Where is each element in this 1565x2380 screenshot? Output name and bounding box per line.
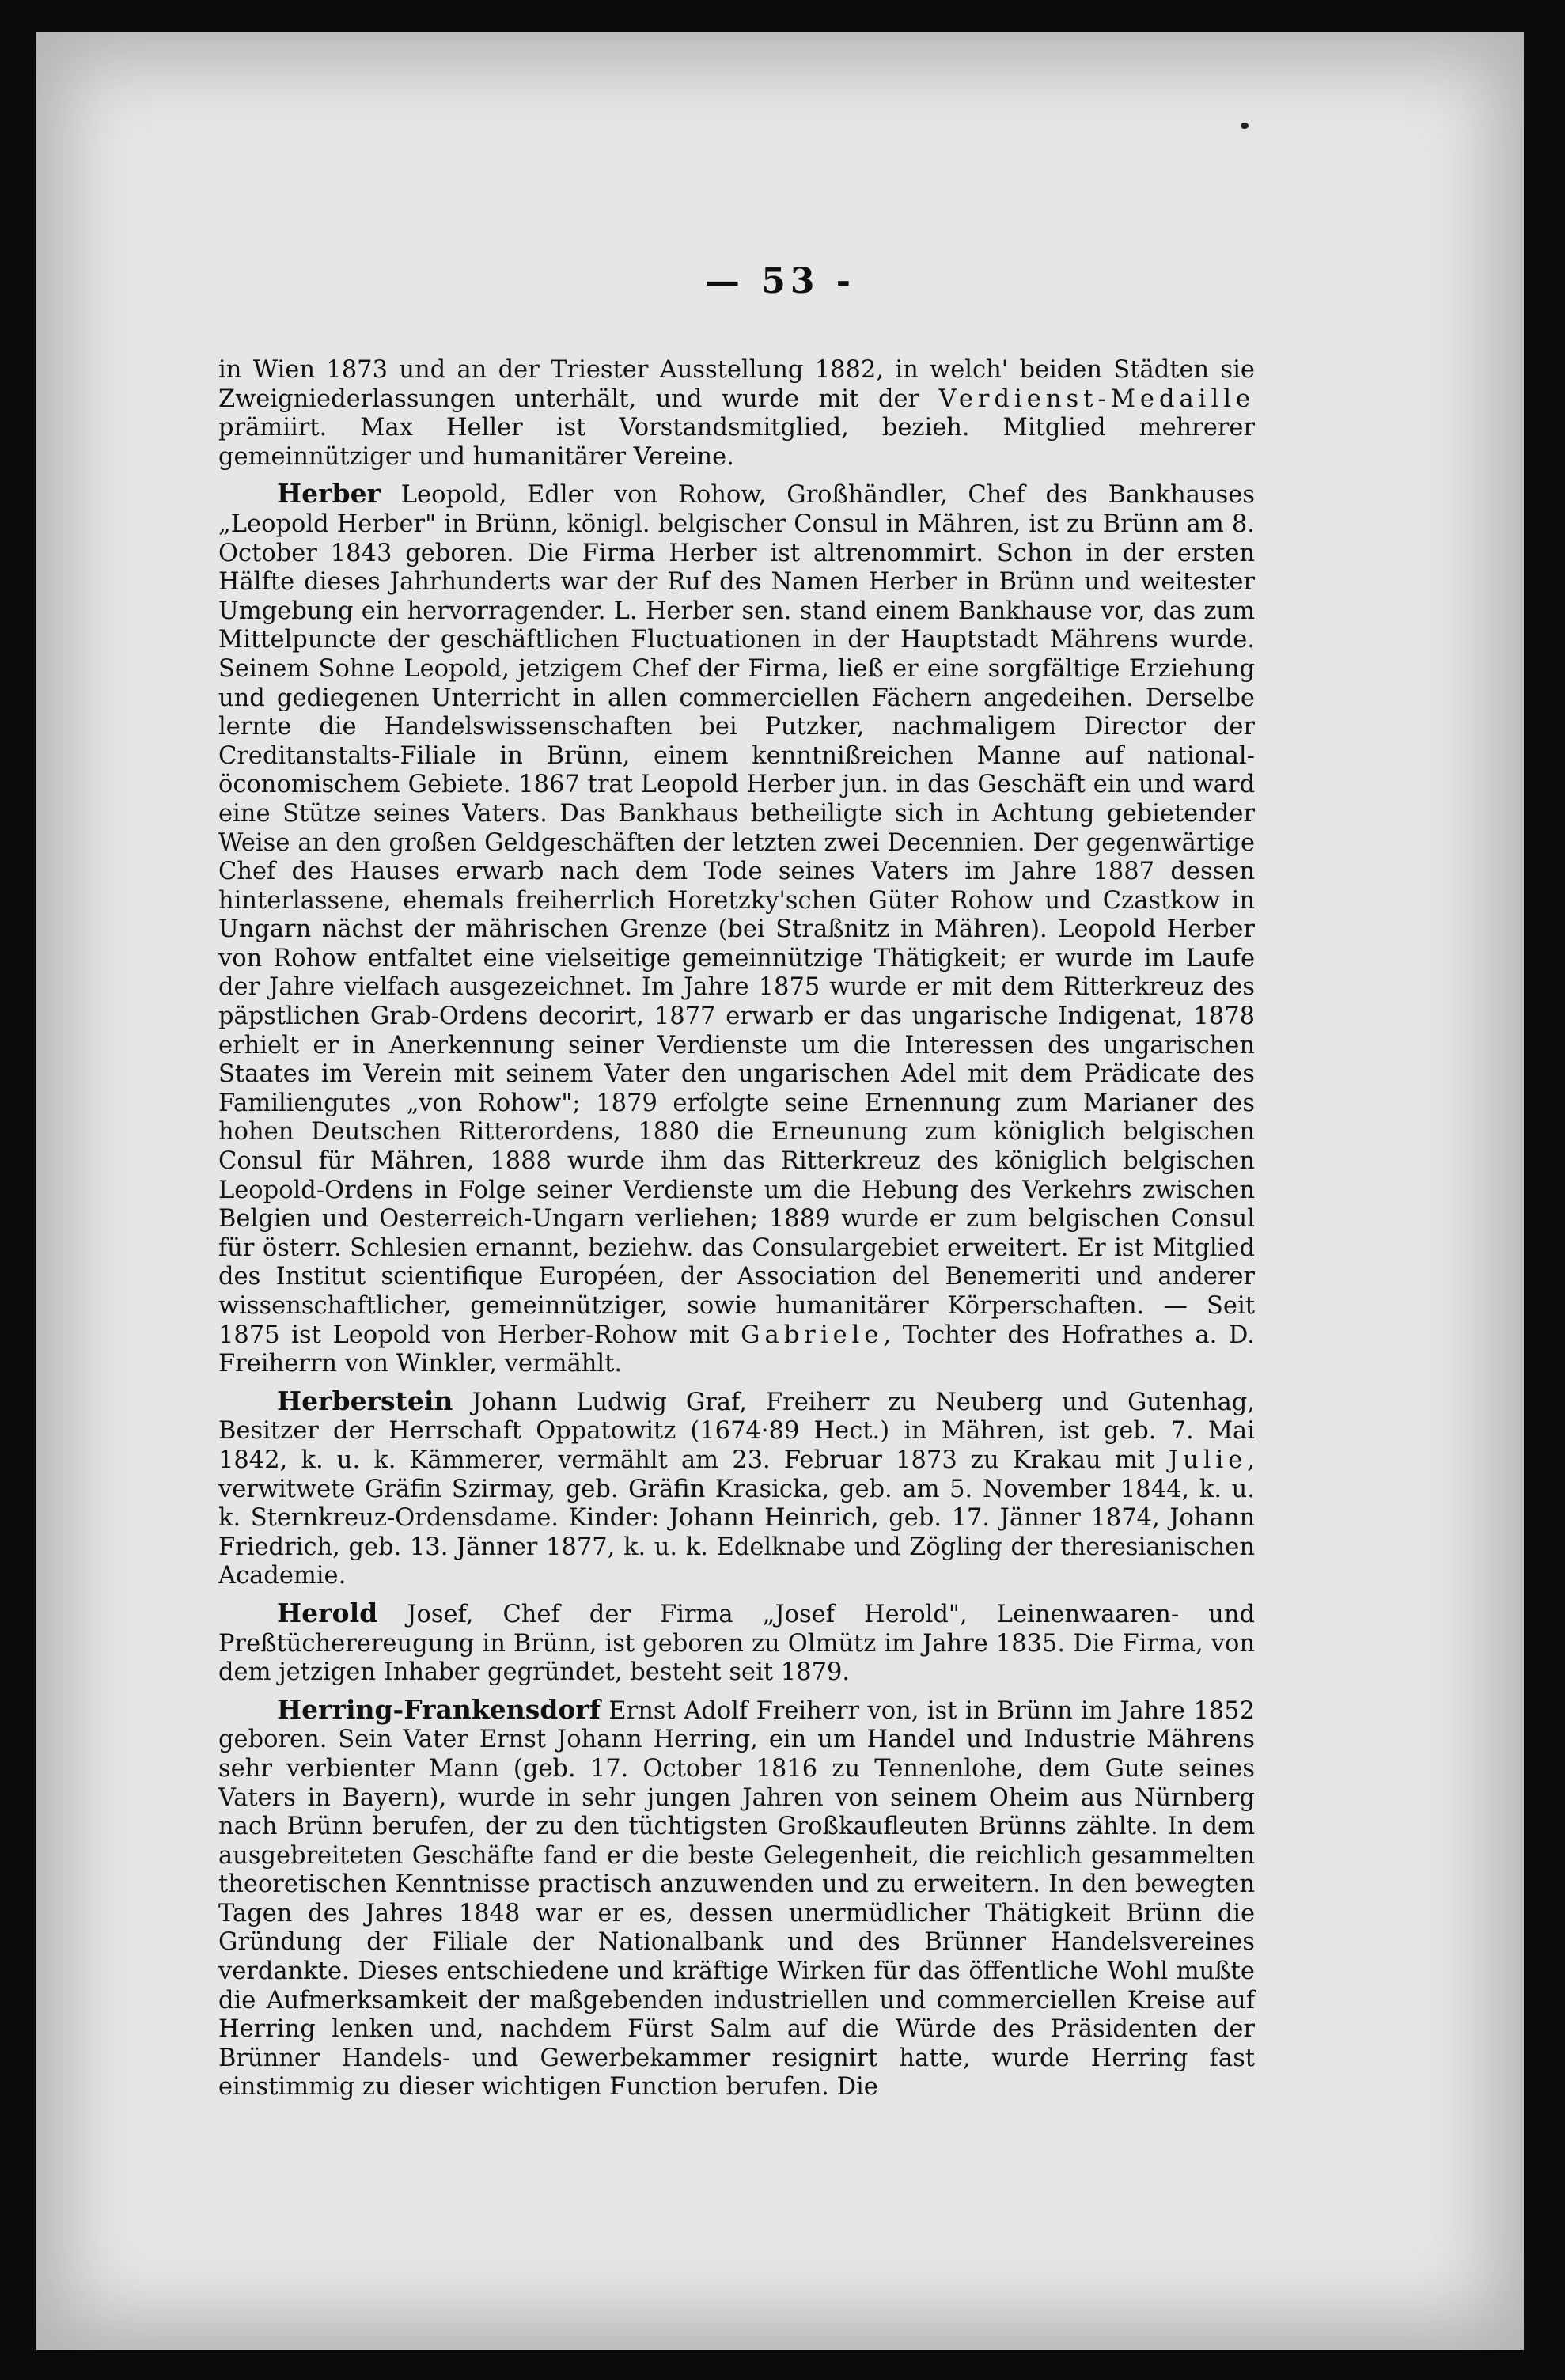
intro-text-continued: prämiirt. Max Heller ist Vorstandsmitglied, bezieh. Mitglied mehrerer gemeinnütziger und humanitärer Vereine. (218, 414, 1255, 471)
entry-spaced-name: Gabriele (741, 1321, 884, 1349)
intro-paragraph (218, 356, 1255, 472)
entry-herring-frankensdorf (218, 1693, 1255, 2102)
intro-spaced-text: Verdienst-Medaille (938, 385, 1255, 413)
entry-body-continued: , Tochter des Hofrathes a. D. Freiherrn von Winkler, vermählt. (218, 1321, 1255, 1378)
ink-spot (1241, 123, 1249, 129)
entry-heading: Herberstein (277, 1385, 453, 1416)
entry-herold (218, 1599, 1255, 1688)
entry-body: Ernst Adolf Freiherr von, ist in Brünn im Jahre 1852 geboren. Sein Vater Ernst Johann Herring, ein um Handel und Industrie Mährens sehr verbienter Mann (geb. 17. October 1816 zu Tennenlohe, dem Gute seines Vaters in Bayern), wurde in sehr jungen Jahren von seinem Oheim aus Nürnberg nach Brünn berufen, der zu den tüchtigsten Großkaufleuten Brünns zählte. In dem ausgebreiteten Geschäfte fand er die beste Gelegenheit, die reichlich gesammelten theoretischen Kenntnisse practisch anzuwenden und zu erweitern. In den bewegten Tagen des Jahres 1848 war er es, dessen unermüdlicher Thätigkeit Brünn die Gründung der Filiale der Nationalbank und des Brünner Handelsvereines verdankte. Dieses entschiedene und kräftige Wirken für das öffentliche Wohl mußte die Aufmerksamkeit der maßgebenden industriellen und commerciellen Kreise auf Herring lenken und, nachdem Fürst Salm auf die Würde des Präsidenten der Brünner Handels- und Gewerbekammer resignirt hatte, wurde Herring fast einstimmig zu dieser wichtigen Function berufen. Die (218, 1696, 1255, 2101)
entry-heading: Herring-Frankensdorf (277, 1693, 601, 1725)
entry-herberstein (218, 1387, 1255, 1591)
entry-heading: Herold (277, 1597, 378, 1628)
entry-body-continued: , verwitwete Gräfin Szirmay, geb. Gräfin Krasicka, geb. am 5. November 1844, k. u. k. Sternkreuz-Ordensdame. Kinder: Johann Heinrich, geb. 17. Jänner 1874, Johann Friedrich, geb. 13. Jänner 1877, k. u. k. Edelknabe und Zögling der theresianischen Academie. (218, 1446, 1255, 1590)
entry-herber (218, 479, 1255, 1378)
entry-body: Josef, Chef der Firma „Josef Herold", Leinenwaaren- und Preßtücherereugung in Brünn, ist geboren zu Olmütz im Jahre 1835. Die Firma, von dem jetzigen Inhaber gegründet, besteht seit 1879. (218, 1600, 1255, 1687)
page-body (218, 356, 1255, 2110)
entry-body: Johann Ludwig Graf, Freiherr zu Neuberg und Gutenhag, Besitzer der Herrschaft Oppatowitz (1674·89 Hect.) in Mähren, ist geb. 7. Mai 1842, k. u. k. Kämmerer, vermählt am 23. Februar 1873 zu Krakau mit (218, 1388, 1255, 1474)
book-page (36, 32, 1524, 2350)
page-number: — 53 - (704, 261, 856, 301)
entry-body: Leopold, Edler von Rohow, Großhändler, Chef des Bankhauses „Leopold Herber" in Brünn, königl. belgischer Consul in Mähren, ist zu Brünn am 8. October 1843 geboren. Die Firma Herber ist altrenommirt. Schon in der ersten Hälfte dieses Jahrhunderts war der Ruf des Namen Herber in Brünn und weitester Umgebung ein hervorragender. L. Herber sen. stand einem Bankhause vor, das zum Mittelpuncte der geschäftlichen Fluctuationen in der Hauptstadt Mährens wurde. Seinem Sohne Leopold, jetzigem Chef der Firma, ließ er eine sorgfältige Erziehung und gediegenen Unterricht in allen commerciellen Fächern angedeihen. Derselbe lernte die Handelswissenschaften bei Putzker, nachmaligem Director der Creditanstalts-Filiale in Brünn, einem kenntnißreichen Manne auf national-öconomischem Gebiete. 1867 trat Leopold Herber jun. in das Geschäft ein und ward eine Stütze seines Vaters. Das Bankhaus betheiligte sich in Achtung gebietender Weise an den großen Geldgeschäften der letzten zwei Decennien. Der gegenwärtige Chef des Hauses erwarb nach dem Tode seines Vaters im Jahre 1887 dessen hinterlassene, ehemals freiherrlich Horetzky'schen Güter Rohow und Czastkow in Ungarn nächst der mährischen Grenze (bei Straßnitz in Mähren). Leopold Herber von Rohow entfaltet eine vielseitige gemeinnützige Thätigkeit; er wurde im Laufe der Jahre vielfach ausgezeichnet. Im Jahre 1875 wurde er mit dem Ritterkreuz des päpstlichen Grab-Ordens decorirt, 1877 erwarb er das ungarische Indigenat, 1878 erhielt er in Anerkennung seiner Verdienste um die Interessen des ungarischen Staates im Verein mit seinem Vater den ungarischen Adel mit dem Prädicate des Familiengutes „von Rohow"; 1879 erfolgte seine Ernennung zum Marianer des hohen Deutschen Ritterordens, 1880 die Erneunung zum königlich belgischen Consul für Mähren, 1888 wurde ihm das Ritterkreuz des königlich belgischen Leopold-Ordens in Folge seiner Verdienste um die Hebung des Verkehrs zwischen Belgien und Oesterreich-Ungarn verliehen; 1889 wurde er zum belgischen Consul für österr. Schlesien ernannt, beziehw. das Consulargebiet erweitert. Er ist Mitglied des Institut scientifique Européen, der Association del Benemeriti und anderer wissenschaftlicher, gemeinnütziger, sowie humanitärer Körperschaften. — Seit 1875 ist Leopold von Herber-Rohow mit (218, 481, 1255, 1349)
intro-text: in Wien 1873 und an der Triester Ausstellung 1882, in welch' beiden Städten sie Zweigniederlassungen unterhält, und wurde mit der (218, 356, 1255, 413)
entry-spaced-name: Julie (1168, 1446, 1248, 1474)
entry-heading: Herber (277, 478, 381, 510)
